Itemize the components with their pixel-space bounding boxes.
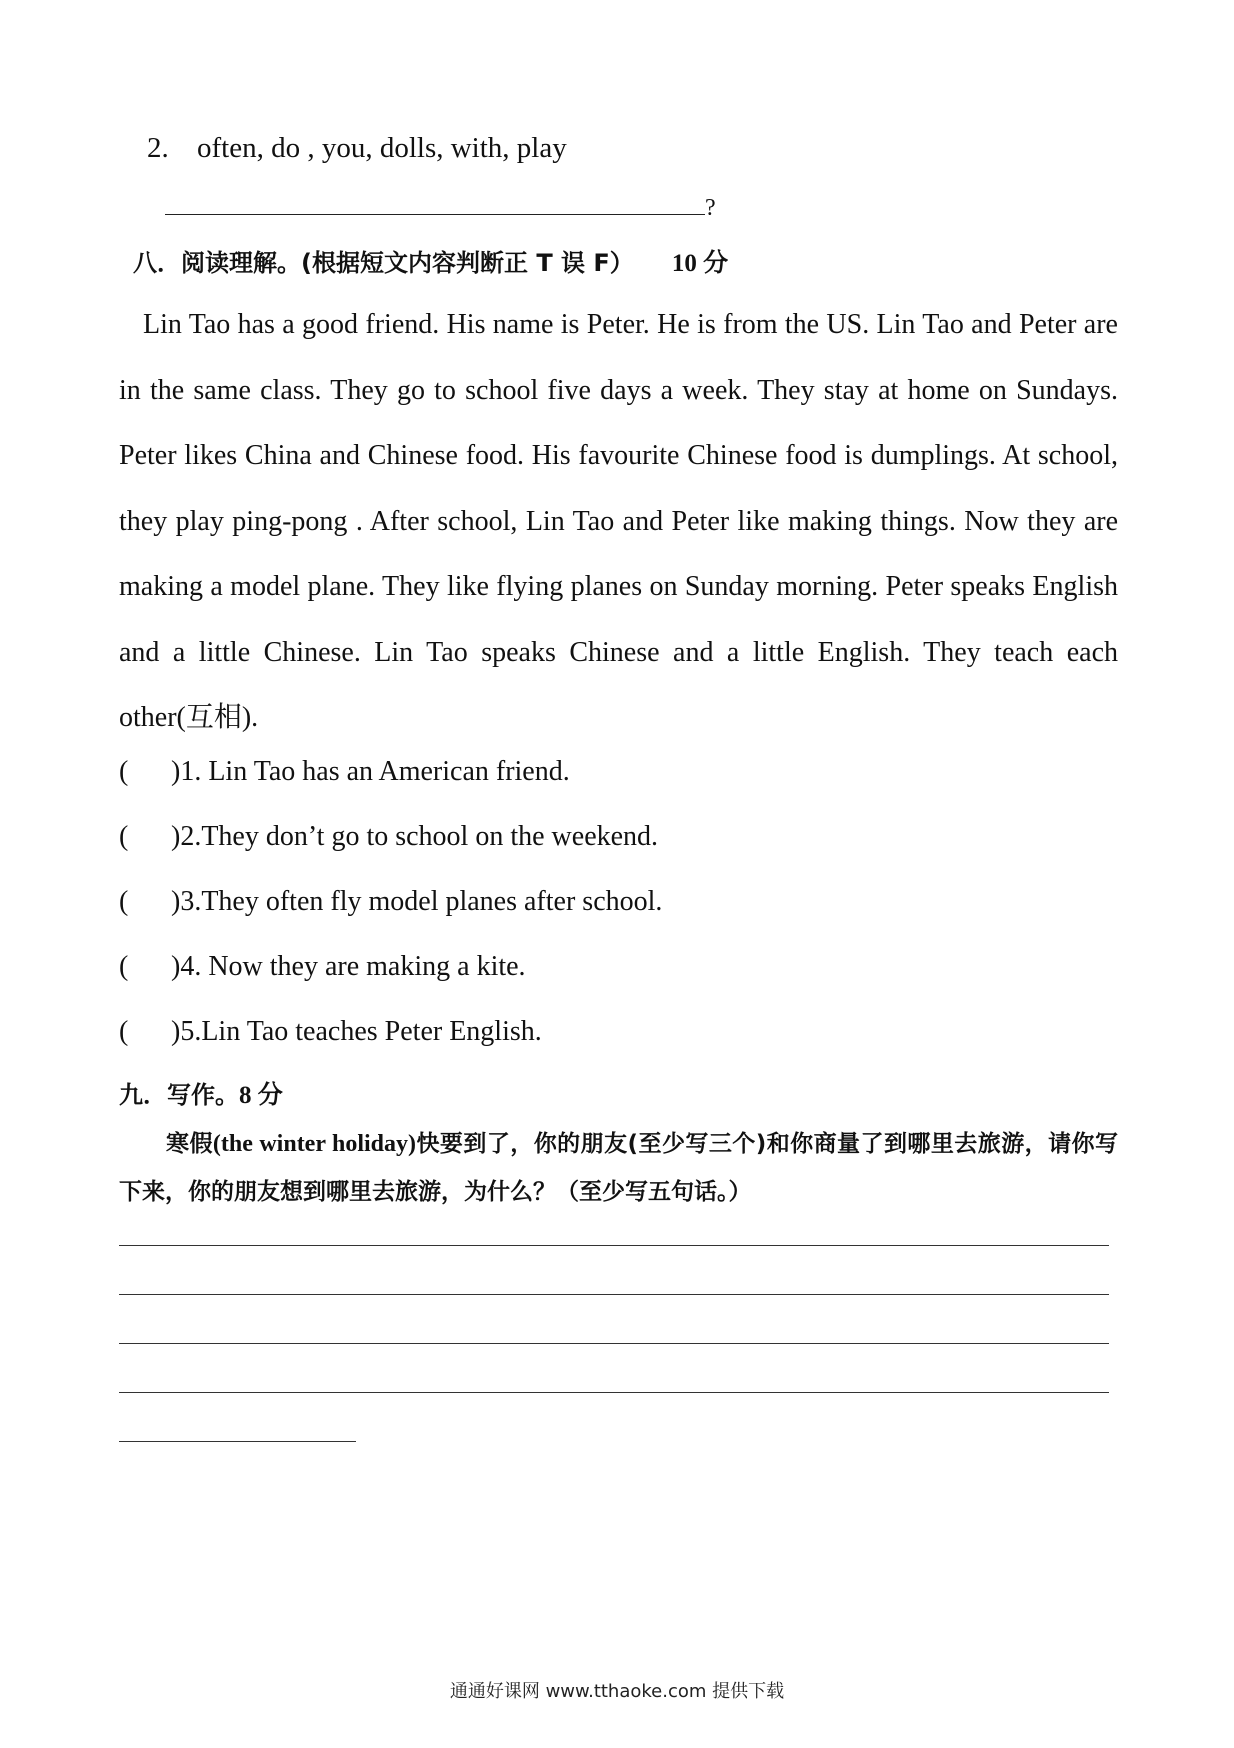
prompt-part-2: 快要到了，你的朋友(至少写三个)和你商量了到哪里去旅游，请你写下来，你的朋友想到哪里去旅游，为什么？（至少写五句话。）	[119, 1131, 1119, 1205]
tf-statement: )5.Lin Tao teaches Peter English.	[171, 1016, 542, 1047]
section-9-title	[119, 1075, 283, 1111]
blank-line	[165, 194, 705, 215]
writing-line-1[interactable]	[119, 1245, 1109, 1246]
tf-statement: )2.They don’t go to school on the weekend.	[171, 821, 659, 852]
tf-item-3[interactable]	[119, 886, 662, 918]
tf-statement: )3.They often fly model planes after school.	[171, 886, 663, 917]
answer-paren: (	[119, 951, 129, 982]
reading-passage	[119, 292, 1118, 751]
prompt-part-1: 寒假	[166, 1131, 213, 1157]
answer-paren: (	[119, 821, 129, 852]
writing-prompt	[119, 1120, 1118, 1216]
question-number: 2.	[147, 132, 169, 164]
section-9-heading: 九．写作。	[119, 1081, 239, 1109]
prompt-english: (the winter holiday)	[212, 1131, 417, 1157]
scrambled-words: often, do , you, dolls, with, play	[197, 132, 567, 164]
tf-statement: )1. Lin Tao has an American friend.	[171, 756, 570, 787]
tf-statement: )4. Now they are making a kite.	[171, 951, 526, 982]
answer-paren: (	[119, 756, 129, 787]
writing-line-4[interactable]	[119, 1392, 1109, 1393]
section-8-title	[133, 243, 728, 279]
writing-line-3[interactable]	[119, 1343, 1109, 1344]
section-8-heading: 八．阅读理解。(根据短文内容判断正 T 误 F）	[133, 249, 634, 277]
tf-item-5[interactable]	[119, 1016, 542, 1048]
question-2	[147, 132, 567, 165]
section-8-score: 10 分	[671, 250, 729, 277]
answer-paren: (	[119, 886, 129, 917]
answer-paren: (	[119, 1016, 129, 1047]
tf-item-4[interactable]	[119, 951, 526, 983]
footer-credit: 通通好课网 www.tthaoke.com 提供下载	[449, 1681, 785, 1702]
answer-line[interactable]	[165, 192, 716, 222]
question-mark: ?	[705, 195, 716, 221]
section-9-score: 8 分	[239, 1082, 283, 1109]
writing-line-2[interactable]	[119, 1294, 1109, 1295]
tf-item-2[interactable]	[119, 821, 658, 853]
writing-line-5[interactable]	[119, 1441, 356, 1442]
tf-item-1[interactable]	[119, 756, 570, 788]
passage-text: Lin Tao has a good friend. His name is Peter. He is from the US. Lin Tao and Peter are in the same class. They go to school five days a week. They stay at home on Sundays. Peter likes China and Chinese food. His favourite Chinese food is dumplings. At school, they play ping-pong . After school, Lin Tao and Peter like making things. Now they are making a model plane. They like flying planes on Sunday morning. Peter speaks English and a little Chinese. Lin Tao speaks Chinese and a little English. They teach each other(互相).	[119, 309, 1118, 733]
